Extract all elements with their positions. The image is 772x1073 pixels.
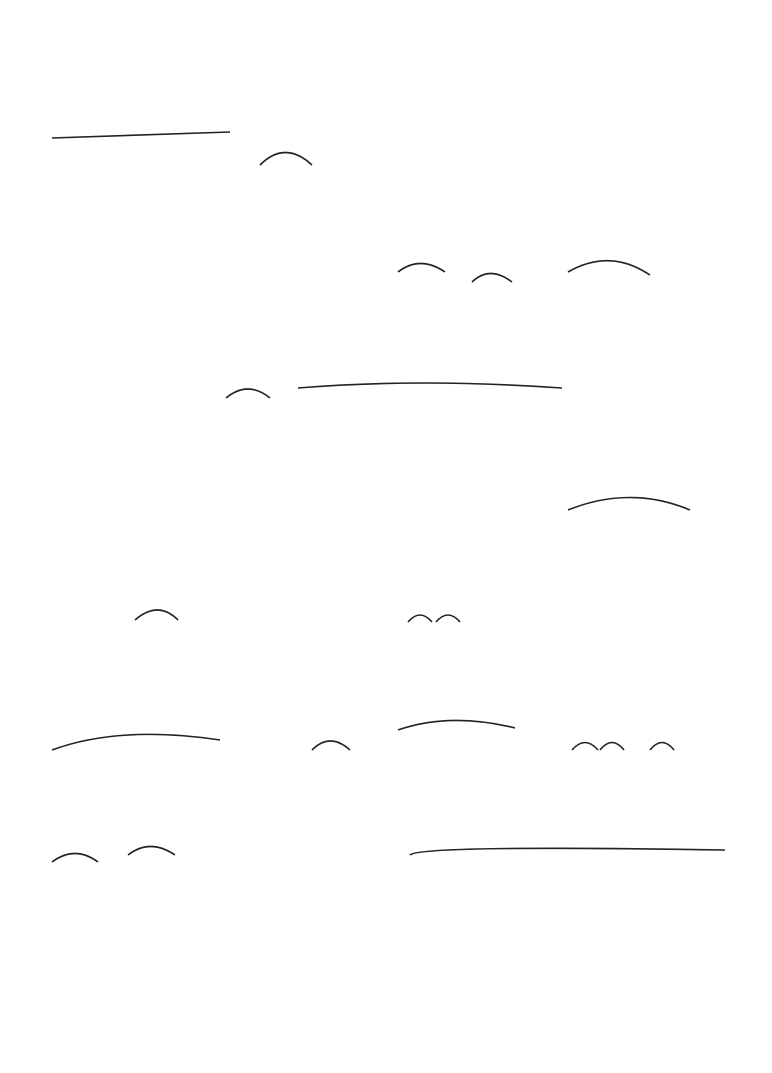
slur — [226, 389, 270, 398]
slur — [135, 610, 178, 620]
slur — [600, 743, 624, 751]
slur — [472, 274, 512, 283]
slur — [312, 741, 350, 750]
slur — [298, 383, 562, 388]
slur — [128, 847, 175, 856]
slur — [410, 848, 725, 855]
slur — [436, 615, 460, 622]
slur — [568, 498, 690, 511]
slur — [52, 734, 220, 750]
slur — [52, 132, 230, 138]
slur — [408, 615, 432, 622]
slur — [650, 743, 674, 751]
slur — [260, 153, 312, 166]
slur — [572, 743, 598, 751]
slur — [52, 854, 98, 863]
slur — [398, 264, 445, 273]
slur — [398, 720, 515, 730]
slur — [568, 261, 650, 275]
